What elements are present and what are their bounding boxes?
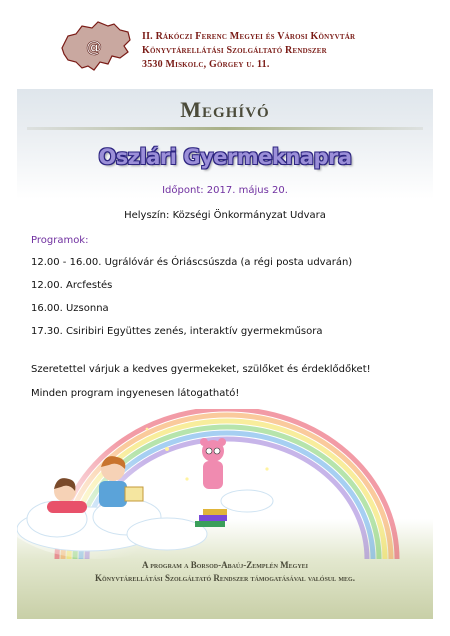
- library-system: Könyvtárellátási Szolgáltató Rendszer: [142, 45, 327, 56]
- children-on-clouds-illustration: [17, 409, 433, 559]
- program-item: 12.00 - 16.00. Ugrálóvár és Óriáscsúszda (a régi posta udvarán): [31, 257, 353, 268]
- invitation-title: Meghívó: [180, 97, 270, 122]
- library-name: II. Rákóczi Ferenc Megyei és Városi Könyvtár: [142, 31, 356, 42]
- sponsor-footer: [17, 559, 433, 585]
- invitation-panel: [17, 89, 433, 619]
- sponsor-line-1: A program a Borsod-Abaúj-Zemplén Megyei: [141, 560, 308, 570]
- letterhead: [0, 0, 450, 88]
- sponsor-line-2: Könyvtárellátási Szolgáltató Rendszer támogatásával valósul meg.: [95, 573, 355, 583]
- event-date: Időpont: 2017. május 20.: [162, 185, 288, 196]
- program-list: [31, 257, 426, 349]
- pink-bear-figure: [200, 438, 226, 489]
- county-map-at-sign-icon: [58, 18, 134, 74]
- title-divider: [27, 127, 423, 130]
- event-title: Oszlári Gyermeknapra: [98, 145, 352, 169]
- welcome-message: Szeretettel várjuk a kedves gyermekeket, szülőket és érdeklődőket!: [31, 364, 371, 375]
- logo-at-glyph: @: [86, 37, 102, 56]
- program-item: 12.00. Arcfestés: [31, 280, 113, 291]
- event-venue: Helyszín: Községi Önkormányzat Udvara: [124, 210, 326, 221]
- program-item: 17.30. Csiribiri Együttes zenés, interaktív gyermekműsora: [31, 326, 323, 337]
- program-item: 16.00. Uzsonna: [31, 303, 109, 314]
- free-admission-note: Minden program ingyenesen látogatható!: [31, 388, 240, 399]
- library-address: 3530 Miskolc, Görgey u. 11.: [142, 59, 270, 70]
- programs-heading: Programok:: [31, 235, 89, 246]
- library-address-block: [142, 30, 442, 72]
